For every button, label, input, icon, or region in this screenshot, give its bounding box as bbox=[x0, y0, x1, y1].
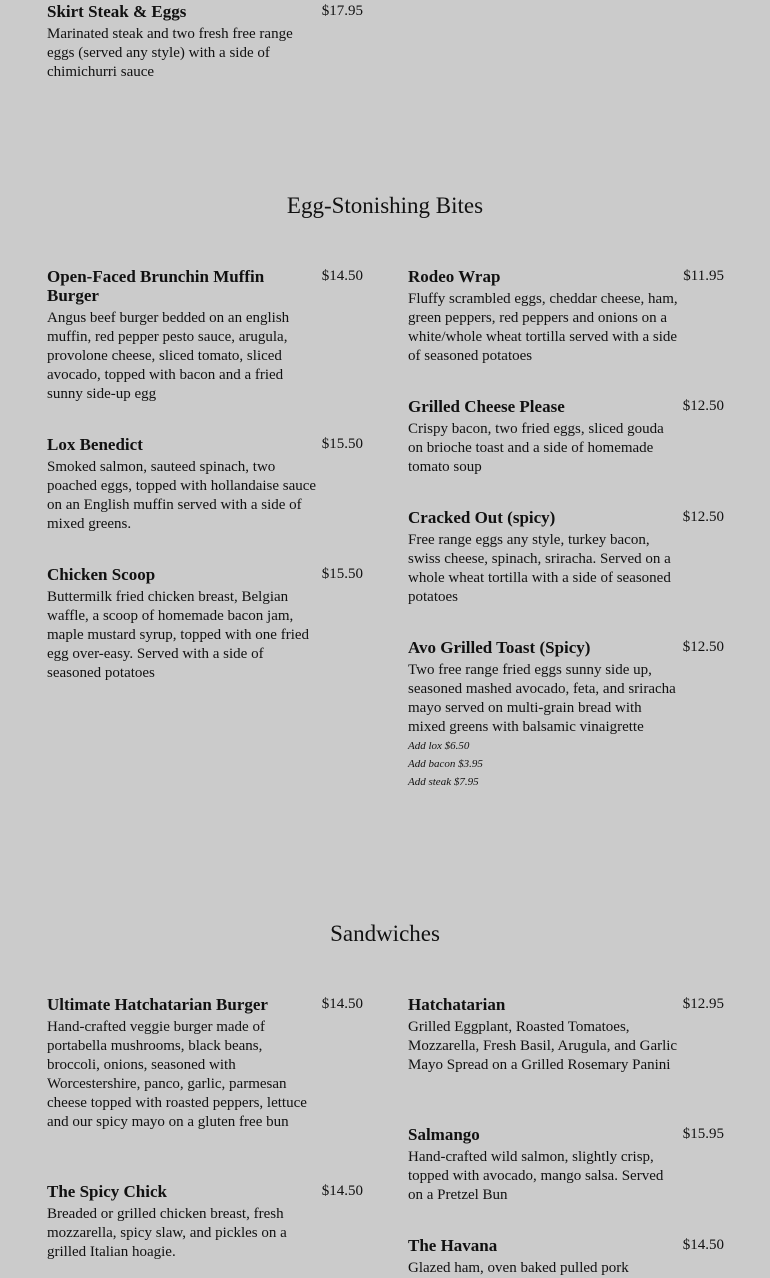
item-price: $15.50 bbox=[321, 566, 363, 582]
menu-item-spicy-chick bbox=[47, 1182, 363, 1262]
item-name: Skirt Steak & Eggs bbox=[47, 2, 187, 21]
item-price: $11.95 bbox=[683, 268, 724, 284]
item-name: The Spicy Chick bbox=[47, 1182, 167, 1201]
menu-item-open-faced-burger bbox=[47, 267, 363, 404]
item-name: Cracked Out (spicy) bbox=[408, 508, 556, 527]
item-description: Two free range fried eggs sunny side up, seasoned mashed avocado, feta, and sriracha mayo served on multi-grain bread with mixed greens with balsamic vinaigrette bbox=[408, 662, 676, 735]
menu-item-hatchatarian bbox=[408, 995, 724, 1075]
section-title-egg-stonishing-bites: Egg-Stonishing Bites bbox=[286, 193, 484, 218]
menu-item-skirt-steak bbox=[47, 2, 363, 82]
item-description: Grilled Eggplant, Roasted Tomatoes, Mozzarella, Fresh Basil, Arugula, and Garlic Mayo Spread on a Grilled Rosemary Panini bbox=[408, 1019, 678, 1073]
item-price: $12.95 bbox=[682, 996, 724, 1012]
menu-item-grilled-cheese-please bbox=[408, 397, 724, 477]
item-price: $14.50 bbox=[682, 1237, 724, 1253]
item-description: Buttermilk fried chicken breast, Belgian waffle, a scoop of homemade bacon jam, maple mustard syrup, topped with one fried egg over-easy. Served with a side of seasoned potatoes bbox=[47, 589, 310, 681]
item-price: $12.50 bbox=[682, 639, 724, 655]
item-description: Glazed ham, oven baked pulled pork bbox=[408, 1260, 629, 1276]
addon-bacon: Add bacon $3.95 bbox=[408, 758, 483, 770]
item-description: Breaded or grilled chicken breast, fresh mozzarella, spicy slaw, and pickles on a grilled Italian hoagie. bbox=[47, 1206, 287, 1260]
item-name: Salmango bbox=[408, 1125, 480, 1144]
item-description: Crispy bacon, two fried eggs, sliced gouda on brioche toast and a side of homemade tomato soup bbox=[408, 421, 664, 475]
item-price: $14.50 bbox=[321, 268, 363, 284]
item-description: Marinated steak and two fresh free range eggs (served any style) with a side of chimichurri sauce bbox=[47, 26, 293, 80]
item-price: $12.50 bbox=[682, 398, 724, 414]
menu-item-salmango bbox=[408, 1125, 724, 1205]
item-name: Chicken Scoop bbox=[47, 565, 156, 584]
item-name: The Havana bbox=[408, 1236, 498, 1255]
item-name: Grilled Cheese Please bbox=[408, 397, 565, 416]
item-price: $12.50 bbox=[682, 509, 724, 525]
item-name: Ultimate Hatchatarian Burger bbox=[47, 995, 268, 1014]
item-name: Avo Grilled Toast (Spicy) bbox=[408, 638, 591, 657]
menu-item-rodeo-wrap bbox=[408, 267, 724, 366]
addon-lox: Add lox $6.50 bbox=[408, 740, 470, 752]
item-price: $15.95 bbox=[682, 1126, 724, 1142]
menu-item-lox-benedict bbox=[47, 435, 363, 534]
item-name: Rodeo Wrap bbox=[408, 267, 501, 286]
addon-steak: Add steak $7.95 bbox=[408, 776, 479, 788]
item-name: Lox Benedict bbox=[47, 435, 143, 454]
item-price: $17.95 bbox=[321, 3, 363, 19]
item-price: $14.50 bbox=[321, 1183, 363, 1199]
section-title-sandwiches: Sandwiches bbox=[330, 921, 440, 946]
item-description: Angus beef burger bedded on an english muffin, red pepper pesto sauce, arugula, provolone cheese, sliced tomato, sliced avocado, topped with bacon and a fried sunny side-up egg bbox=[47, 310, 290, 402]
menu-item-cracked-out bbox=[408, 508, 724, 607]
item-description: Smoked salmon, sauteed spinach, two poached eggs, topped with hollandaise sauce on an English muffin served with a side of mixed greens. bbox=[47, 459, 317, 532]
menu-item-ultimate-hatchatarian-burger bbox=[47, 995, 363, 1132]
menu-item-chicken-scoop bbox=[47, 565, 363, 683]
item-name: Hatchatarian bbox=[408, 995, 506, 1014]
item-description: Free range eggs any style, turkey bacon, swiss cheese, spinach, sriracha. Served on a whole wheat tortilla with a side of seasoned potatoes bbox=[408, 532, 671, 605]
item-description: Fluffy scrambled eggs, cheddar cheese, ham, green peppers, red peppers and onions on a white/whole wheat tortilla served with a side of seasoned potatoes bbox=[408, 291, 678, 364]
menu-item-avo-grilled-toast bbox=[408, 638, 724, 791]
item-price: $14.50 bbox=[321, 996, 363, 1012]
item-price: $15.50 bbox=[321, 436, 363, 452]
item-description: Hand-crafted veggie burger made of portabella mushrooms, black beans, broccoli, onions, seasoned with Worcestershire, panco, garlic, parmesan cheese topped with roasted peppers, lettuce and our spicy mayo on a gluten free bun bbox=[47, 1019, 307, 1130]
item-description: Hand-crafted wild salmon, slightly crisp, topped with avocado, mango salsa. Served on a Pretzel Bun bbox=[408, 1149, 664, 1203]
item-name: Open-Faced Brunchin Muffin Burger bbox=[47, 267, 265, 305]
